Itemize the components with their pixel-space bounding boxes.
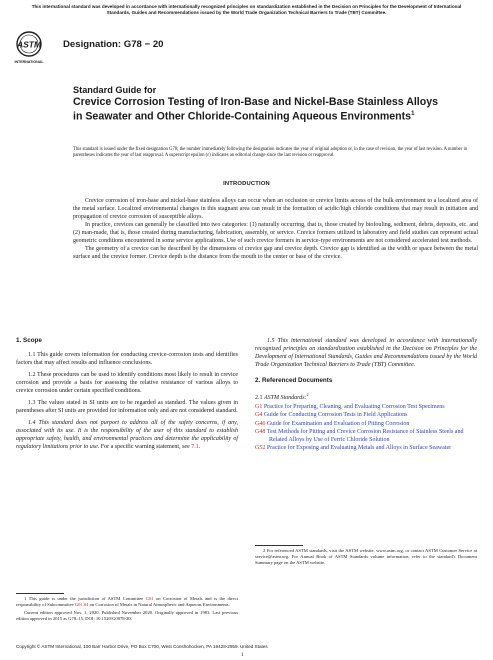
ref-item[interactable]: G48 Test Methods for Pitting and Crevice Corrosion Resistance of Stainless Steels and Related Alloys by Use of Ferric Chloride Solution — [255, 428, 464, 444]
title-footnote-mark: 1 — [411, 111, 415, 118]
standard-notice: This standard is issued under the fixed designation G78; the number immediately following the designation indicates the year of original adoption or, in the case of revision, the year of last revision. A number in parentheses indicates the year of last reapproval. A superscript epsilon (ε) indicates an editorial change since the last revision or reapproval. — [73, 147, 468, 158]
scope-1-4: 1.4 This standard does not purport to address all of the safety concerns, if any, associated with its use. It is the responsibility of the user of this standard to establish appropriate safety, health, and environmental practices and determine the applicability of regulatory limitations prior to use. For a specific warning statement, see 7.1. — [16, 420, 238, 450]
title-prefix: Standard Guide for — [73, 85, 157, 95]
top-notice: This international standard was developed in accordance with internationally recognized principles on standardization established in the Decision on Principles for the Development of International Standards, Guides and Recommendations issued by the World Trade Organization Technical Barriers to Trade (TBT) Committee. — [31, 4, 462, 15]
referenced-documents-heading: 2. Referenced Documents — [255, 377, 333, 384]
footnote-1: 1 This guide is under the jurisdiction of ASTM Committee G01 on Corrosion of Metals and is the direct responsibility of Subcommittee G01.04 on Corrosion of Metals in Natural Atmospheric and Aqueous Environments. Current edition approved Nov. 1, 2020. Published November 2020. Originally approved in 1983. Last previous edition approved in 2015 as G78–15. DOI: 10.1520/G0078-20. — [16, 596, 238, 621]
title-block — [73, 84, 443, 123]
right-column — [255, 337, 477, 453]
designation: Designation: G78 − 20 — [63, 39, 164, 50]
ref-item[interactable]: G4 Guide for Conducting Corrosion Tests in Field Applications — [255, 412, 408, 419]
svg-text:INTERNATIONAL: INTERNATIONAL — [14, 60, 44, 64]
subcommittee-g0104-link[interactable]: G01.04 — [74, 602, 89, 607]
ref-item[interactable]: G46 Guide for Examination and Evaluation of Pitting Corrosion — [255, 420, 410, 427]
section-7-1-link[interactable]: 7.1 — [191, 444, 199, 450]
astm-logo — [14, 30, 44, 66]
scope-heading: 1. Scope — [16, 337, 42, 344]
page-number: 1 — [241, 652, 244, 658]
committee-g01-link[interactable]: G01 — [145, 596, 154, 601]
footnote-rule-left — [16, 593, 64, 594]
ref-item[interactable]: G1 Practice for Preparing, Cleaning, and Evaluating Corrosion Test Specimens — [255, 404, 445, 410]
introduction-heading: INTRODUCTION — [223, 181, 270, 187]
footnote-2: 2 For referenced ASTM standards, visit the ASTM website, www.astm.org, or contact ASTM Customer Service at service@astm.org. For Annual Book of ASTM Standards volume information, refer to the standard's Document Summary page on the ASTM website. — [255, 548, 477, 565]
introduction — [73, 197, 478, 261]
scope-1-2: 1.2 These procedures can be used to identify conditions most likely to result in crevice corrosion and provide a basis for assessing the relative resistance of various alloys to crevice corrosion under certain specified conditions. — [16, 372, 238, 394]
ref-item[interactable]: G52 Practice for Exposing and Evaluating Metals and Alloys in Surface Seawater — [255, 445, 452, 452]
intro-paragraph: Crevice corrosion of iron-base and nickel-base stainless alloys can occur when an occlusion or crevice limits access of the bulk environment to a localized area of the metal surface. Localized environmental changes in this stagnant area can result in the formation of acidic/high chloride conditions that may result in initiation and propagation of crevice corrosion of susceptible alloys. — [73, 198, 478, 220]
document-title: Crevice Corrosion Testing of Iron-Base and Nickel-Base Stainless Alloys in Seawater and Other Chloride-Containing Aqueous Environments$^1$ — [73, 96, 439, 123]
intro-paragraph: In practice, crevices can generally be classified into two categories: (1) naturally occurring, that is, those created by biofouling, sediment, debris, deposits, etc. and (2) man-made, that is, those created during manufacturing, fabrication, assembly, or service. Crevice formers utilized in laboratory and field studies can represent actual geometric conditions encountered in some service applications. Use of such crevice formers in service-type environments are not considered accelerated test methods. — [73, 222, 478, 244]
astm-standards-subheading: 2.1 ASTM Standards:$^2$ — [255, 392, 309, 401]
scope-1-3: 1.3 The values stated in SI units are to be regarded as standard. The values given in parentheses after SI units are provided for information only and are not considered standard. — [16, 400, 238, 414]
copyright-footer: Copyright © ASTM International, 100 Barr Harbor Drive, PO Box C700, West Conshohocken, PA 19428-2959. United States — [16, 644, 268, 649]
left-column — [16, 337, 238, 455]
scope-1-5: 1.5 This international standard was developed in accordance with internationally recognized principles on standardization established in the Decision on Principles for the Development of International Standards, Guides and Recommendations issued by the World Trade Organization Technical Barriers to Trade (TBT) Committee. — [255, 338, 477, 368]
svg-text:ASTM: ASTM — [16, 39, 42, 50]
footnote-rule-right — [255, 545, 303, 546]
intro-paragraph: The geometry of a crevice can be described by the dimensions of crevice gap and crevice depth. Crevice gap is identified as the width or space between the metal surface and the crevice former. Crevice depth is the distance from the mouth to the center or base of the crevice. — [73, 246, 478, 260]
scope-1-1: 1.1 This guide covers information for conducting crevice-corrosion tests and identifies factors that may affect results and influence conclusions. — [16, 352, 238, 366]
